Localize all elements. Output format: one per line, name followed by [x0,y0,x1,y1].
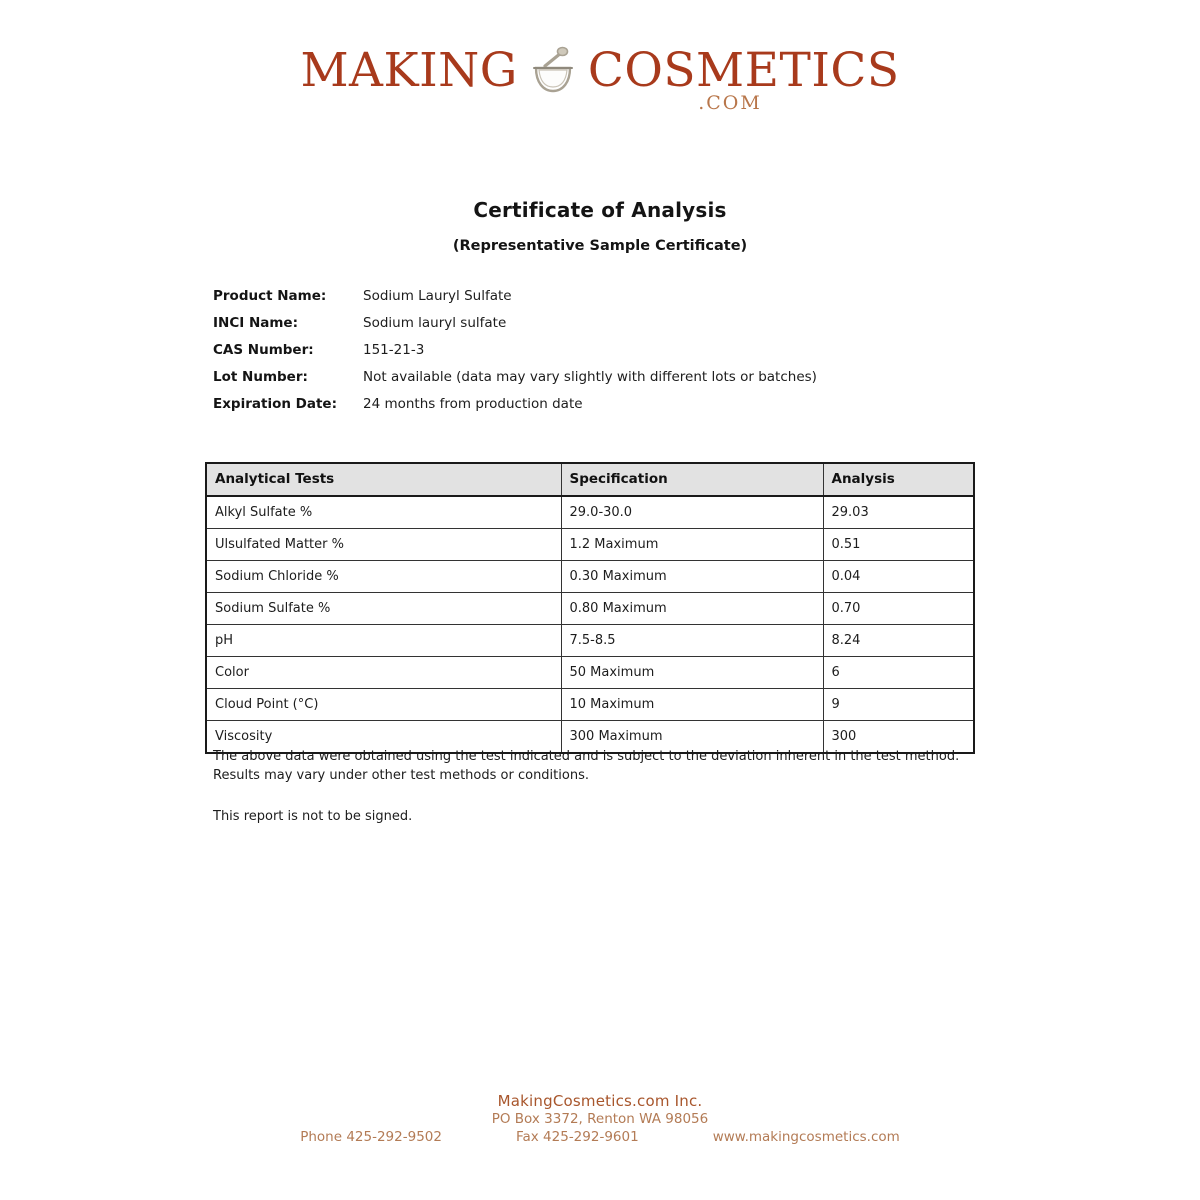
table-row [206,593,974,625]
cell-analysis: 8.24 [823,625,974,657]
detail-label: Expiration Date: [213,396,337,412]
cell-spec: 10 Maximum [561,689,823,721]
detail-value: Sodium Lauryl Sulfate [363,288,512,304]
analysis-table-wrapper [205,462,973,754]
cell-test: pH [206,625,561,657]
detail-value: 151-21-3 [363,342,425,358]
company-logo [0,44,1200,114]
footer-company-name: MakingCosmetics.com Inc. [497,1092,703,1110]
signature-note: This report is not to be signed. [213,808,413,824]
detail-row-lot-number [213,369,973,396]
cell-analysis: 6 [823,657,974,689]
disclaimer-paragraph: The above data were obtained using the test indicated and is subject to the deviation inherent in the test method. Results may vary under other test methods or conditions. [213,749,960,783]
cell-spec: 7.5-8.5 [561,625,823,657]
cell-analysis: 0.04 [823,561,974,593]
cell-analysis: 0.70 [823,593,974,625]
page-footer [0,1092,1200,1145]
column-header-analytical-tests: Analytical Tests [206,463,561,496]
logo-row [300,44,899,96]
cell-analysis: 29.03 [823,496,974,529]
table-row [206,625,974,657]
footer-address: PO Box 3372, Renton WA 98056 [491,1111,709,1127]
cell-test: Color [206,657,561,689]
cell-spec: 300 Maximum [561,721,823,754]
table-row [206,496,974,529]
detail-row-inci-name [213,315,973,342]
table-body [206,496,974,753]
cell-analysis: 0.51 [823,529,974,561]
cell-test: Sodium Sulfate % [206,593,561,625]
table-header-row [206,463,974,496]
cell-analysis: 300 [823,721,974,754]
detail-label: CAS Number: [213,342,314,358]
table-row [206,529,974,561]
cell-test: Alkyl Sulfate % [206,496,561,529]
detail-value: Not available (data may vary slightly with different lots or batches) [363,369,817,385]
detail-label: Product Name: [213,288,327,304]
detail-label: Lot Number: [213,369,308,385]
cell-spec: 0.80 Maximum [561,593,823,625]
logo-dotcom: .COM [698,92,762,114]
logo-word-cosmetics: COSMETICS [587,42,900,98]
table-header [206,463,974,496]
footer-contact-row [0,1129,1200,1145]
table-row [206,561,974,593]
page-subtitle: (Representative Sample Certificate) [452,238,748,254]
detail-value: Sodium lauryl sulfate [363,315,507,331]
cell-spec: 29.0-30.0 [561,496,823,529]
analysis-table [205,462,975,754]
column-header-analysis: Analysis [823,463,974,496]
cell-spec: 1.2 Maximum [561,529,823,561]
detail-row-product-name [213,288,973,315]
detail-label: INCI Name: [213,315,298,331]
cell-test: Viscosity [206,721,561,754]
footer-website[interactable]: www.makingcosmetics.com [712,1129,900,1145]
column-header-specification: Specification [561,463,823,496]
cell-test: Ulsulfated Matter % [206,529,561,561]
page-title: Certificate of Analysis [473,198,727,222]
mortar-and-pestle-icon [526,44,580,96]
product-details [213,288,973,423]
cell-test: Sodium Chloride % [206,561,561,593]
detail-value: 24 months from production date [363,396,583,412]
detail-row-expiration-date [213,396,973,423]
logo-word-making: MAKING [300,42,518,98]
cell-spec: 0.30 Maximum [561,561,823,593]
table-row [206,689,974,721]
footer-phone: Phone 425-292-9502 [300,1129,442,1145]
cell-test: Cloud Point (°C) [206,689,561,721]
cell-spec: 50 Maximum [561,657,823,689]
table-row [206,657,974,689]
detail-row-cas-number [213,342,973,369]
disclaimer-notes [213,748,963,849]
footer-fax: Fax 425-292-9601 [515,1129,639,1145]
cell-analysis: 9 [823,689,974,721]
